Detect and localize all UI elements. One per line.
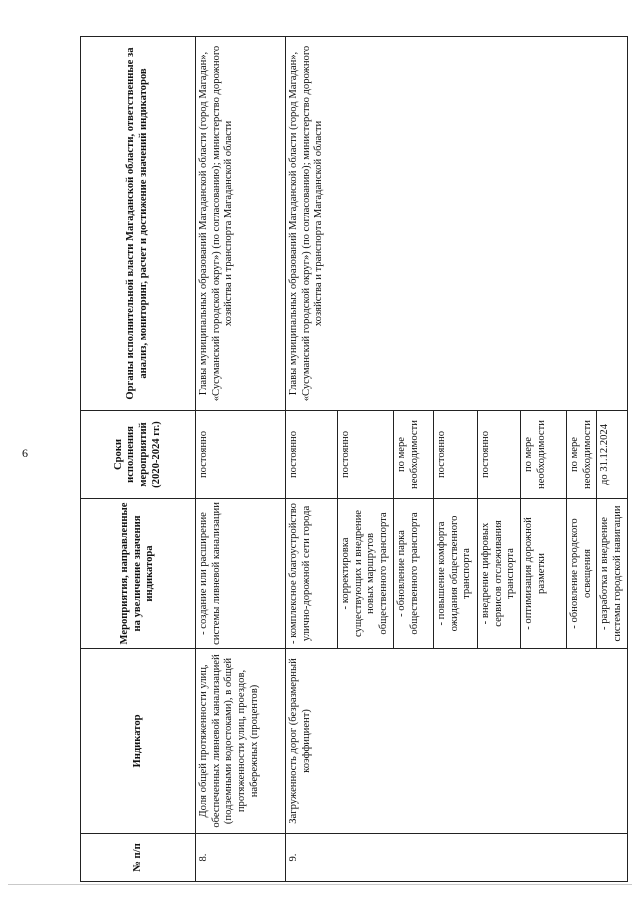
row9-term: до 31.12.2024 [597,411,627,499]
row8-indicator: Доля общей протяженности улиц, обеспеченных ливневой канализацией (подземными водостоками), в общей протяженности улиц, проездов, набережных (процентов) [196,649,286,834]
row9-indicator: Загруженность дорог (безразмерный коэффициент) [286,649,628,834]
row9-measure: - внедрение цифровых сервисов отслеживания транспорта [477,499,520,649]
header-measures: Мероприятия, направленные на увеличение значения индикатора [81,499,196,649]
row9-term: постоянно [477,411,520,499]
table-row-9-measure-0 [286,37,338,882]
row8-authority: Главы муниципальных образований Магаданской области (город Магадан», «Сусуманский городской округ») (по согласованию); министерство дорожного хозяйства и транспорта Магаданской области [196,37,286,411]
row8-num: 8. [196,834,286,882]
rotated-table-container [80,37,624,882]
row9-num: 9. [286,834,628,882]
table-row-8 [196,37,286,882]
row9-term: по мере необходимости [520,411,566,499]
row9-measure: - обновление парка общественного транспорта [393,499,433,649]
table-header-row [81,37,196,882]
row9-term: постоянно [286,411,338,499]
row9-measure: - комплексное благоустройство улично-дорожной сети города [286,499,338,649]
row9-term: постоянно [433,411,477,499]
row9-measure: - повышение комфорта ожидания общественного транспорта [433,499,477,649]
header-num: № п/п [81,834,196,882]
row8-term: постоянно [196,411,286,499]
row9-term: по мере необходимости [393,411,433,499]
page-number: 6 [22,446,28,460]
header-indicator: Индикатор [81,649,196,834]
row9-authority: Главы муниципальных образований Магаданской области (город Магадан», «Сусуманский городской округ») (по согласованию); министерство дорожного хозяйства и транспорта Магаданской области [286,37,628,411]
bottom-rule [8,884,632,885]
row9-measure: - корректировка существующих и внедрение новых маршрутов общественного транспорта [338,499,394,649]
row9-term: по мере необходимости [566,411,596,499]
indicators-table [80,36,628,882]
row9-measure: - разработка и внедрение системы городской навигации [597,499,627,649]
row9-measure: - оптимизация дорожной разметки [520,499,566,649]
row8-measure: - создание или расширение системы ливневой канализации [196,499,286,649]
header-terms: Сроки исполнения мероприятий (2020-2024 гг.) [81,411,196,499]
header-authorities: Органы исполнительной власти Магаданской области, ответственные за анализ, мониторинг, расчет и достижение значений индикаторов [81,37,196,411]
row9-term: постоянно [338,411,394,499]
row9-measure: - обновление городского освещения [566,499,596,649]
